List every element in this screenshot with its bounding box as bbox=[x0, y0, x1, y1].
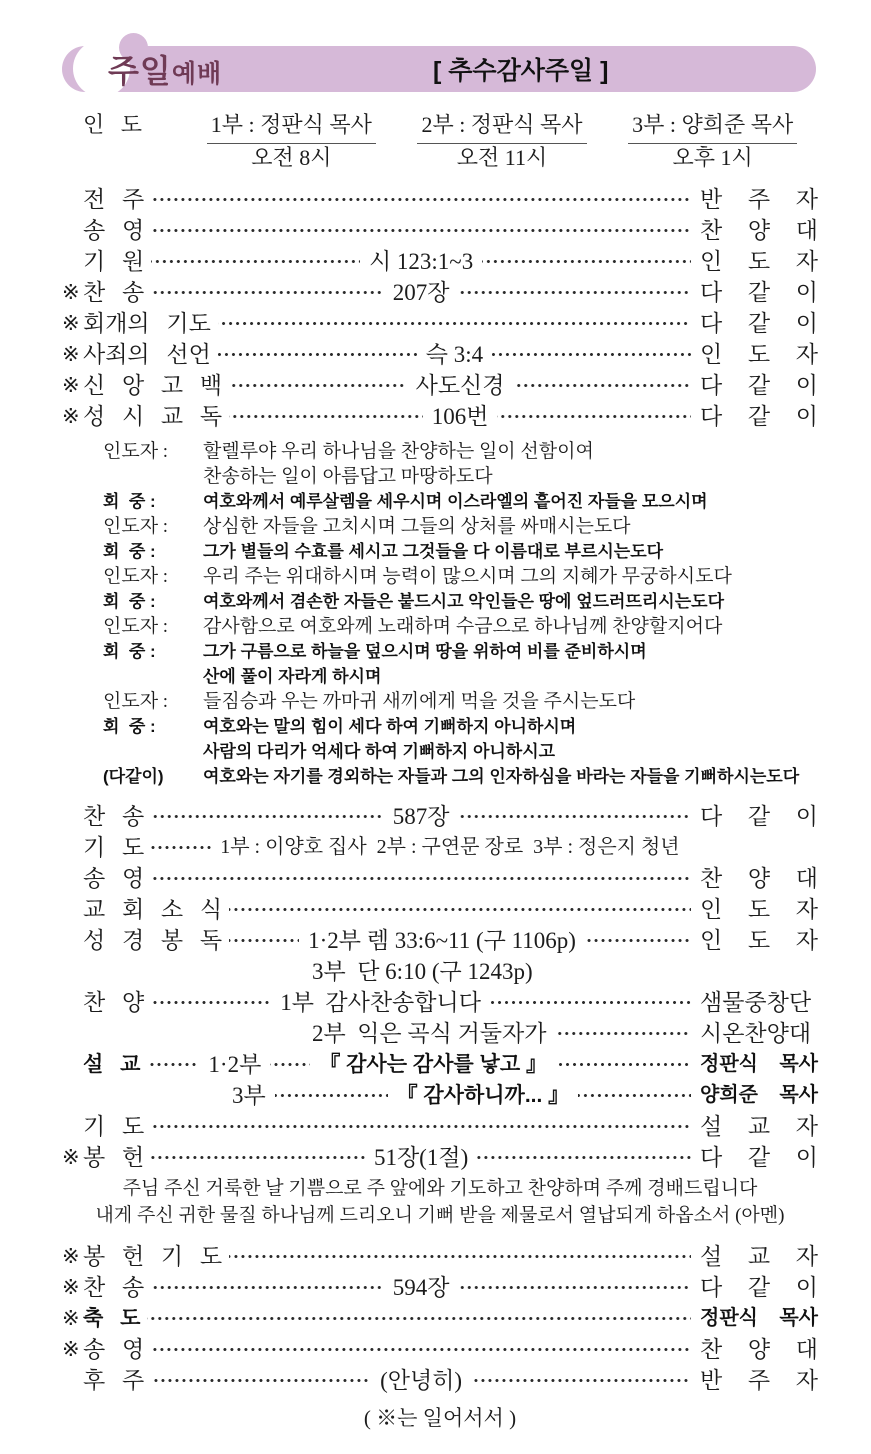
order-of-service-3 bbox=[62, 1241, 818, 1396]
dotted-leader bbox=[151, 1348, 691, 1351]
dotted-leader bbox=[151, 1379, 371, 1382]
item-center-text: 『 감사하니까... 』 bbox=[396, 1084, 570, 1107]
dotted-leader bbox=[151, 1286, 384, 1289]
dotted-leader bbox=[229, 939, 299, 942]
item-label: 전 주 bbox=[83, 187, 145, 212]
reading-line bbox=[103, 489, 818, 514]
reading-line bbox=[103, 464, 818, 489]
order-row bbox=[62, 370, 818, 401]
dotted-leader bbox=[147, 1063, 199, 1066]
order-row bbox=[62, 863, 818, 894]
item-center-text: 51장(1절) bbox=[373, 1145, 469, 1170]
speaker-label: 회 중 : bbox=[103, 492, 156, 511]
dotted-leader bbox=[482, 260, 691, 263]
item-center-text: 2부 익은 곡식 거둘자가 bbox=[312, 1021, 547, 1046]
dotted-leader bbox=[151, 198, 691, 201]
reading-line bbox=[103, 539, 818, 564]
item-label: 기 원 bbox=[83, 249, 145, 274]
leader-columns bbox=[186, 110, 818, 172]
reading-line bbox=[103, 639, 818, 664]
responsive-reading bbox=[103, 439, 818, 789]
item-label: 신 앙 고 백 bbox=[83, 373, 223, 398]
order-row bbox=[62, 1080, 818, 1111]
reading-line bbox=[103, 514, 818, 539]
reading-line bbox=[103, 614, 818, 639]
dotted-leader bbox=[147, 1317, 691, 1320]
bulletin-content bbox=[0, 110, 871, 1432]
item-center-text: 1부 : 이양호 집사 2부 : 구연문 장로 3부 : 정은지 청년 bbox=[220, 836, 680, 858]
order-row bbox=[62, 1303, 818, 1334]
item-label: 인 도 bbox=[83, 112, 143, 137]
leader-col-3 bbox=[607, 110, 818, 172]
dotted-leader bbox=[151, 1125, 691, 1128]
item-label: 찬 양 bbox=[83, 990, 145, 1015]
order-row bbox=[62, 801, 818, 832]
leader-name: 1부 : 정판식 목사 bbox=[207, 110, 376, 144]
dotted-leader bbox=[229, 908, 691, 911]
participant-label: 찬 양 대 bbox=[700, 1337, 818, 1362]
sunday-theme-label: [ 추수감사주일 ] bbox=[433, 57, 609, 85]
worship-title-banner bbox=[62, 46, 816, 92]
participant-label: 반 주 자 bbox=[700, 187, 818, 212]
dotted-leader bbox=[270, 1063, 310, 1066]
item-label: 송 영 bbox=[83, 1337, 145, 1362]
reading-line bbox=[103, 664, 818, 689]
item-center-text: (안녕히) bbox=[380, 1368, 463, 1393]
speaker-label: 인도자 : bbox=[103, 441, 169, 462]
page-title-main: 주일 bbox=[108, 53, 172, 89]
item-center-text: 3부 단 6:10 (구 1243p) bbox=[312, 959, 533, 984]
item-label: 교 회 소 식 bbox=[83, 897, 223, 922]
speaker-label: 인도자 : bbox=[103, 616, 169, 637]
order-row bbox=[62, 1111, 818, 1142]
dotted-leader bbox=[458, 815, 691, 818]
reading-text: 찬송하는 일이 아름답고 마땅하도다 bbox=[203, 466, 493, 487]
order-row bbox=[62, 894, 818, 925]
dotted-leader bbox=[497, 415, 691, 418]
reading-line bbox=[103, 739, 818, 764]
reading-text: 들짐승과 우는 까마귀 새끼에게 먹을 것을 주시는도다 bbox=[203, 691, 636, 712]
dotted-leader bbox=[275, 1094, 388, 1097]
order-row bbox=[62, 832, 818, 863]
item-center-text: 『 감사는 감사를 낳고 』 bbox=[319, 1053, 547, 1076]
item-label: 축 도 bbox=[83, 1307, 141, 1330]
dotted-leader bbox=[585, 939, 691, 942]
order-row bbox=[62, 1018, 818, 1049]
dotted-leader bbox=[471, 1379, 691, 1382]
dotted-leader bbox=[477, 1156, 691, 1159]
item-label: 봉 헌 기 도 bbox=[83, 1244, 223, 1269]
dotted-leader bbox=[578, 1094, 691, 1097]
order-row bbox=[62, 1272, 818, 1303]
page-title bbox=[108, 46, 222, 92]
participant-label: 다 같 이 bbox=[700, 404, 818, 429]
note-line: 내게 주신 귀한 물질 하나님께 드리오니 기뻐 받을 제물로서 열납되게 하옵소서 (아멘) bbox=[95, 1205, 785, 1226]
item-label: 설 교 bbox=[83, 1053, 141, 1076]
order-row bbox=[62, 1334, 818, 1365]
item-center-text: 1부 감사찬송합니다 bbox=[280, 990, 481, 1015]
service-time: 오전 8시 bbox=[251, 145, 332, 170]
participant-label: 다 같 이 bbox=[700, 311, 818, 336]
dotted-leader bbox=[229, 415, 423, 418]
participant-label: 샘물중창단 bbox=[700, 990, 812, 1015]
reading-line bbox=[103, 439, 818, 464]
participant-label: 다 같 이 bbox=[700, 373, 818, 398]
reading-text: 할렐루야 우리 하나님을 찬양하는 일이 선함이여 bbox=[203, 441, 594, 462]
reading-text: 우리 주는 위대하시며 능력이 많으시며 그의 지혜가 무궁하시도다 bbox=[203, 566, 732, 587]
standing-marker: ※ bbox=[62, 1244, 80, 1268]
item-center-text: 1·2부 bbox=[208, 1052, 262, 1077]
speaker-label bbox=[103, 739, 203, 764]
standing-note-footer: ( ※는 일어서서 ) bbox=[363, 1406, 517, 1430]
participant-label: 다 같 이 bbox=[700, 280, 818, 305]
item-label: 사죄의 선언 bbox=[83, 342, 211, 367]
participant-label: 설 교 자 bbox=[700, 1114, 818, 1139]
item-center-text: 슥 3:4 bbox=[425, 342, 484, 367]
standing-marker: ※ bbox=[62, 373, 80, 397]
speaker-label: (다같이) bbox=[103, 767, 164, 786]
offering-note bbox=[62, 1175, 818, 1229]
item-label: 기 도 bbox=[83, 835, 145, 860]
participant-label: 양희준 목사 bbox=[700, 1084, 819, 1106]
dotted-leader bbox=[151, 815, 384, 818]
reading-text: 그가 구름으로 하늘을 덮으시며 땅을 위하여 비를 준비하시며 bbox=[203, 642, 647, 661]
participant-label: 다 같 이 bbox=[700, 804, 818, 829]
order-row bbox=[62, 1365, 818, 1396]
dotted-leader bbox=[218, 353, 417, 356]
item-label: 찬 송 bbox=[83, 1275, 145, 1300]
dotted-leader bbox=[490, 1001, 691, 1004]
speaker-label: 회 중 : bbox=[103, 717, 156, 736]
item-label: 송 영 bbox=[83, 866, 145, 891]
page-title-sub: 예배 bbox=[171, 60, 223, 88]
service-time: 오후 1시 bbox=[672, 145, 753, 170]
reading-text: 여호와께서 예루살렘을 세우시며 이스라엘의 흩어진 자들을 모으시며 bbox=[203, 492, 708, 511]
reading-line bbox=[103, 589, 818, 614]
leader-name: 3부 : 양희준 목사 bbox=[628, 110, 797, 144]
dotted-leader bbox=[556, 1063, 691, 1066]
dotted-leader bbox=[229, 1255, 691, 1258]
leader-col-2 bbox=[397, 110, 608, 172]
order-row bbox=[62, 308, 818, 339]
participant-label: 반 주 자 bbox=[700, 1368, 819, 1393]
participant-label: 인 도 자 bbox=[700, 897, 818, 922]
reading-line bbox=[103, 689, 818, 714]
standing-marker: ※ bbox=[62, 1306, 80, 1330]
item-label: 기 도 bbox=[83, 1114, 145, 1139]
order-row bbox=[62, 246, 818, 277]
participant-label: 정판식 목사 bbox=[700, 1053, 818, 1075]
order-row bbox=[62, 184, 818, 215]
participant-label: 정판식 목사 bbox=[700, 1307, 818, 1329]
order-row bbox=[62, 1241, 818, 1272]
participant-label: 인 도 자 bbox=[700, 342, 819, 367]
reading-text: 여호와는 자기를 경외하는 자들과 그의 인자하심을 바라는 자들을 기뻐하시는도다 bbox=[203, 767, 800, 786]
order-row bbox=[62, 925, 818, 956]
item-center-text: 1·2부 렘 33:6~11 (구 1106p) bbox=[308, 928, 576, 953]
dotted-leader bbox=[229, 384, 407, 387]
standing-marker: ※ bbox=[62, 1337, 80, 1361]
dotted-leader bbox=[151, 260, 360, 263]
dotted-leader bbox=[218, 322, 691, 325]
participant-label: 인 도 자 bbox=[700, 249, 818, 274]
reading-line bbox=[103, 714, 818, 739]
item-center-text: 587장 bbox=[392, 804, 450, 829]
speaker-label: 인도자 : bbox=[103, 566, 169, 587]
dotted-leader bbox=[555, 1032, 691, 1035]
item-center-text: 594장 bbox=[392, 1275, 450, 1300]
reading-text: 상심한 자들을 고치시며 그들의 상처를 싸매시는도다 bbox=[203, 516, 631, 537]
item-label: 성 경 봉 독 bbox=[83, 928, 223, 953]
speaker-label: 인도자 : bbox=[103, 691, 169, 712]
dotted-leader bbox=[151, 846, 211, 849]
reading-text: 그가 별들의 수효를 세시고 그것들을 다 이름대로 부르시는도다 bbox=[203, 542, 664, 561]
dotted-leader bbox=[514, 384, 692, 387]
speaker-label: 회 중 : bbox=[103, 542, 156, 561]
note-line: 주님 주신 거룩한 날 기쁨으로 주 앞에와 기도하고 찬양하며 주께 경배드립니다 bbox=[122, 1178, 758, 1199]
standing-marker: ※ bbox=[62, 1275, 80, 1299]
order-of-service-2 bbox=[62, 801, 818, 1173]
reading-text: 산에 풀이 자라게 하시며 bbox=[203, 667, 382, 686]
speaker-label: 회 중 : bbox=[103, 642, 156, 661]
order-row bbox=[62, 215, 818, 246]
order-row bbox=[62, 987, 818, 1018]
participant-label: 다 같 이 bbox=[700, 1275, 818, 1300]
leader-name: 2부 : 정판식 목사 bbox=[417, 110, 586, 144]
order-row bbox=[62, 339, 818, 370]
order-row bbox=[62, 1049, 818, 1080]
reading-line bbox=[103, 564, 818, 589]
standing-marker: ※ bbox=[62, 311, 80, 335]
standing-marker bbox=[62, 110, 83, 172]
order-row bbox=[62, 401, 818, 432]
service-leader-row bbox=[62, 110, 818, 172]
standing-marker: ※ bbox=[62, 404, 80, 428]
participant-label: 시온찬양대 bbox=[700, 1021, 812, 1046]
speaker-label bbox=[103, 664, 203, 689]
dotted-leader bbox=[151, 877, 691, 880]
participant-label: 다 같 이 bbox=[700, 1145, 819, 1170]
item-center-text: 207장 bbox=[392, 280, 450, 305]
dotted-leader bbox=[151, 229, 691, 232]
dotted-leader bbox=[151, 1001, 271, 1004]
item-label: 회개의 기도 bbox=[83, 311, 211, 336]
dotted-leader bbox=[458, 291, 691, 294]
service-time: 오전 11시 bbox=[456, 145, 548, 170]
order-of-service-1 bbox=[62, 184, 818, 432]
item-center-text: 시 123:1~3 bbox=[368, 249, 474, 274]
leader-col-1 bbox=[186, 110, 397, 172]
reading-text: 여호와는 말의 힘이 세다 하여 기뻐하지 아니하시며 bbox=[203, 717, 577, 736]
item-label: 후 주 bbox=[83, 1368, 145, 1393]
order-row bbox=[62, 277, 818, 308]
item-label: 성 시 교 독 bbox=[83, 404, 223, 429]
dotted-leader bbox=[151, 1156, 365, 1159]
item-center-text: 106번 bbox=[431, 404, 489, 429]
speaker-label: 회 중 : bbox=[103, 592, 156, 611]
reading-text: 여호와께서 겸손한 자들은 붙드시고 악인들은 땅에 엎드러뜨리시는도다 bbox=[203, 592, 724, 611]
speaker-label: 인도자 : bbox=[103, 516, 169, 537]
reading-line bbox=[103, 764, 818, 789]
participant-label: 찬 양 대 bbox=[700, 866, 818, 891]
item-label: 송 영 bbox=[83, 218, 145, 243]
order-row bbox=[62, 956, 818, 987]
item-label: 찬 송 bbox=[83, 280, 145, 305]
standing-marker: ※ bbox=[62, 1145, 80, 1169]
item-label: 봉 헌 bbox=[83, 1145, 145, 1170]
participant-label: 설 교 자 bbox=[700, 1244, 818, 1269]
dotted-leader bbox=[151, 291, 384, 294]
order-row bbox=[62, 1142, 818, 1173]
participant-label: 인 도 자 bbox=[700, 928, 818, 953]
standing-marker: ※ bbox=[62, 342, 80, 366]
speaker-label bbox=[103, 464, 203, 489]
item-center-text: 사도신경 bbox=[415, 373, 505, 398]
participant-label: 찬 양 대 bbox=[700, 218, 818, 243]
item-label: 찬 송 bbox=[83, 804, 145, 829]
dotted-leader bbox=[458, 1286, 691, 1289]
reading-text: 감사함으로 여호와께 노래하며 수금으로 하나님께 찬양할지어다 bbox=[203, 616, 723, 637]
dotted-leader bbox=[492, 353, 691, 356]
reading-text: 사람의 다리가 억세다 하여 기뻐하지 아니하시고 bbox=[203, 742, 556, 761]
standing-marker: ※ bbox=[62, 280, 80, 304]
item-center-text: 3부 bbox=[232, 1083, 266, 1108]
